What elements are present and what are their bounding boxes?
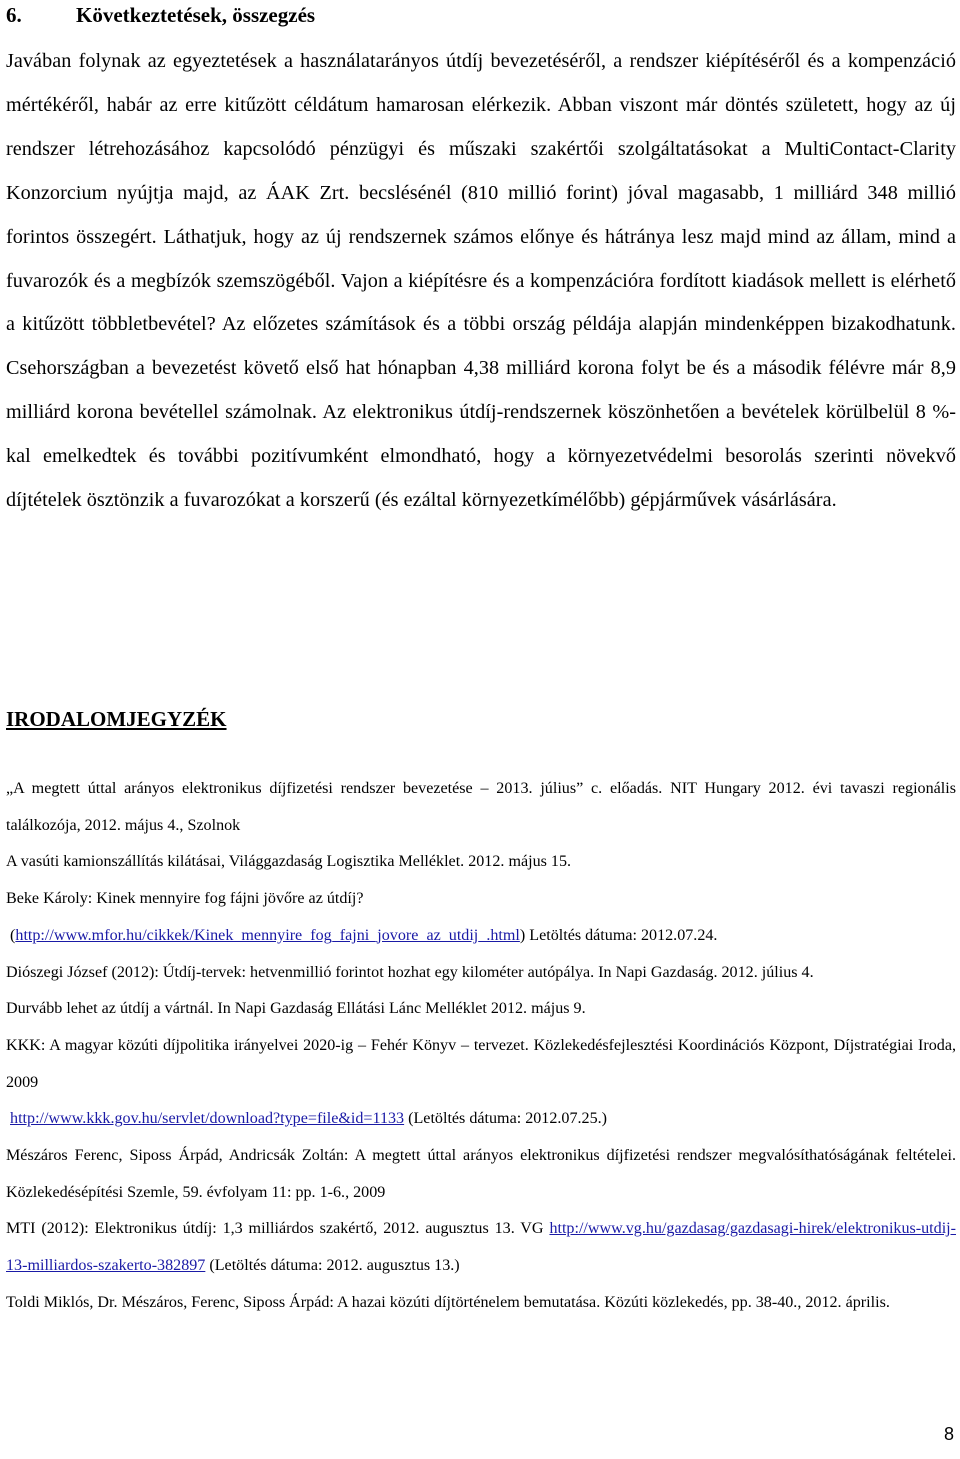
reference-item: Durvább lehet az útdíj a vártnál. In Napi Gazdaság Ellátási Lánc Melléklet 2012. május 9. [6,1000,586,1018]
conclusion-paragraph: Javában folynak az egyeztetések a használatarányos útdíj bevezetéséről, a rendszer kiépítéséről és a kompenzáció mértékéről, habár az erre kitűzött céldátum hamarosan elérkezik. Abban viszont már döntés született, hogy az új rendszer létrehozásához kapcsolódó pénzügyi és műszaki szakértői szolgáltatásokat a MultiContact-Clarity Konzorcium nyújtja majd, az ÁAK Zrt. becslésénél (810 millió forint) jóval magasabb, 1 milliárd 348 millió forintos összegért. Láthatjuk, hogy az új rendszernek számos előnye és hátránya lesz majd mind az állam, mind a fuvarozók és a megbízók szemszögéből. Vajon a kiépítésre és a kompenzációra fordított kiadások mellett is elérhető a kitűzött többletbevétel? Az előzetes számítások és a többi ország példája alapján mindenképpen bizakodhatunk. Csehországban a bevezetést követő első hat hónapban 4,38 milliárd korona folyt be és a második félévre már 8,9 milliárd korona bevétellel számolnak. Az elektronikus útdíj-rendszernek köszönhetően a bevételek körülbelül 8 %-kal emelkedtek és további pozitívumként elmondható, hogy a környezetvédelmi besorolás szerinti növekvő díjtételek ösztönzik a fuvarozókat a korszerű (és ezáltal környezetkímélőbb) gépjárművek vásárlására. [6,50,956,512]
bibliography-heading: IRODALOMJEGYZÉK [6,707,227,731]
reference-item: Mészáros Ferenc, Siposs Árpád, Andricsák Zoltán: A megtett úttal arányos elektronikus díjfizetési rendszer megvalósíthatóságának feltételei. Közlekedésépítési Szemle, 59. évfolyam 11: pp. 1-6., 2009 [6,1147,956,1201]
reference-item: Toldi Miklós, Dr. Mészáros, Ferenc, Siposs Árpád: A hazai közúti díjtörténelem bemutatása. Közúti közlekedés, pp. 38-40., 2012. április. [6,1293,890,1311]
reference-item [6,1101,956,1138]
reference-item: Diószegi József (2012): Útdíj-tervek: hetvenmillió forintot hozhat egy kilométer autópálya. In Napi Gazdaság. 2012. július 4. [6,963,814,981]
reference-item: Beke Károly: Kinek mennyire fog fájni jövőre az útdíj? [6,890,364,908]
reference-text: MTI (2012): Elektronikus útdíj: 1,3 milliárdos szakértő, 2012. augusztus 13. VG [6,1220,544,1238]
bibliography-list [6,771,956,1322]
reference-paren: ( [10,926,16,944]
reference-access-date: (Letöltés dátuma: 2012.07.25.) [404,1110,608,1128]
section-title: Következtetések, összegzés [76,3,316,27]
reference-link[interactable]: http://www.mfor.hu/cikkek/Kinek_mennyire_fog_fajni_jovore_az_utdij_.html [15,926,520,944]
reference-item: KKK: A magyar közúti díjpolitika irányelvei 2020-ig – Fehér Könyv – tervezet. Közlekedésfejlesztési Koordinációs Központ, Díjstratégiai Iroda, 2009 [6,1036,956,1091]
reference-link[interactable]: http://www.kkk.gov.hu/servlet/download?type=file&id=1133 [10,1110,405,1128]
section-number: 6. [6,3,22,27]
reference-item: „A megtett úttal arányos elektronikus díjfizetési rendszer bevezetése – 2013. július” c. előadás. NIT Hungary 2012. évi tavaszi regionális találkozója, 2012. május 4., Szolnok [6,780,956,834]
reference-item: A vasúti kamionszállítás kilátásai, Világgazdaság Logisztika Melléklet. 2012. május 15. [6,853,572,871]
reference-access-date: ) Letöltés dátuma: 2012.07.24. [519,926,718,944]
section-heading [6,0,956,30]
reference-access-date: (Letöltés dátuma: 2012. augusztus 13.) [205,1257,460,1275]
reference-item [6,1211,956,1284]
reference-link[interactable]: http://www.vg.hu/gazdasag/gazdasagi-hirek/elektronikus-utdij-13-milliardos-szakerto-382897 [6,1220,956,1275]
page-number: 8 [943,1424,954,1444]
document-page [6,0,956,1311]
reference-item [6,918,956,955]
